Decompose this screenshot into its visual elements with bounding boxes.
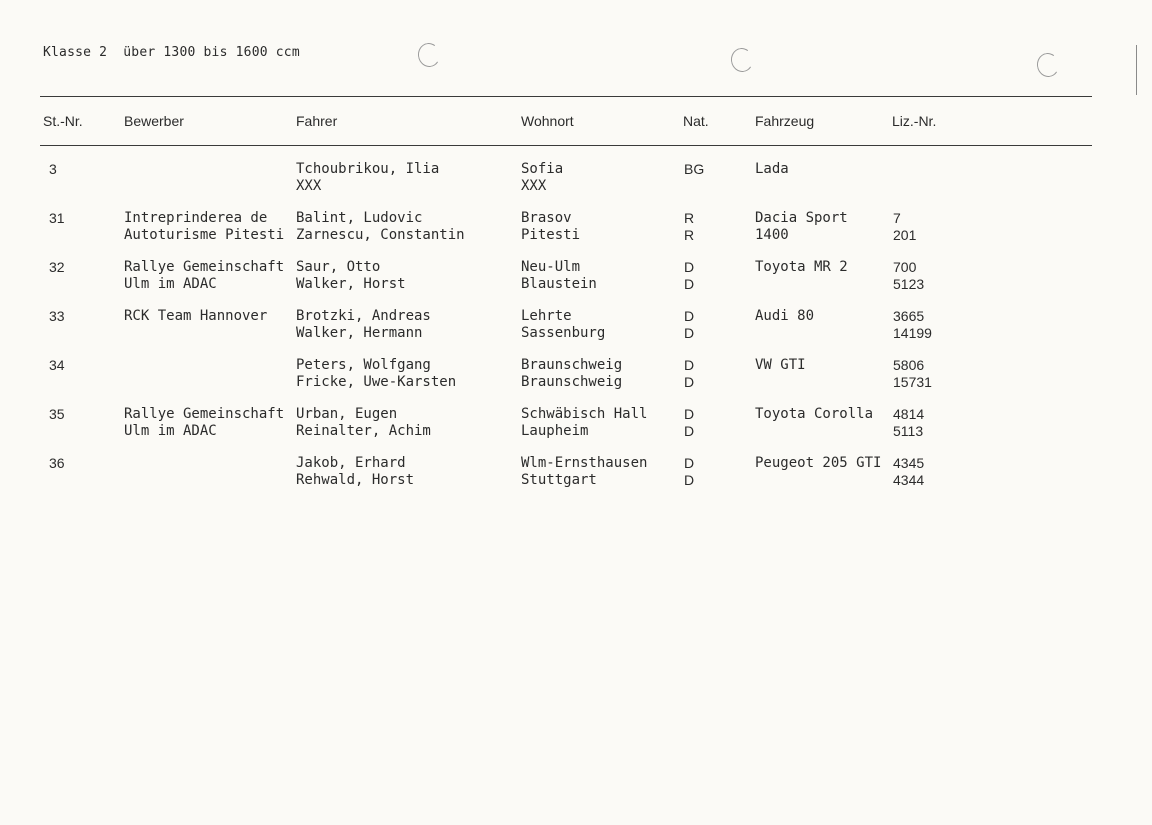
punch-hole-mark [729,46,755,73]
entrant-line-1: Rallye Gemeinschaft [124,406,285,422]
residence-line-1: Neu-Ulm [521,259,581,275]
vehicle-line-1: Audi 80 [755,308,815,324]
residence-line-2: Sassenburg [521,324,606,341]
table-row [0,308,1152,348]
vehicle-line-2 [755,423,873,440]
driver-cell [296,406,431,439]
entrant-cell [124,161,132,194]
header-fahrer: Fahrer [296,113,338,129]
vehicle-line-1: Dacia Sport [755,210,848,226]
header-liz-nr: Liz.-Nr. [892,113,937,129]
driver-line-2: Walker, Horst [296,275,406,292]
license-number-line-1: 4814 [893,406,925,422]
driver-line-2: Rehwald, Horst [296,471,415,488]
entrant-line-1 [124,455,132,472]
residence-cell [521,161,563,194]
table-row [0,210,1152,250]
header-nat: Nat. [683,113,709,129]
license-number-line-1: 5806 [893,357,925,373]
license-number-cell [893,357,932,390]
start-number-cell [49,161,57,178]
license-number-line-2: 4344 [893,471,925,488]
start-number-cell [49,455,65,472]
nationality-cell [684,308,694,341]
punch-hole-mark [1035,51,1061,78]
table-row [0,406,1152,446]
nationality-line-2: D [684,422,695,439]
nationality-cell [684,406,694,439]
vehicle-cell [755,455,881,488]
driver-cell [296,357,456,390]
residence-line-2: Braunschweig [521,373,623,390]
nationality-line-2: D [684,373,695,390]
driver-cell [296,259,406,292]
start-number: 3 [49,161,57,177]
table-row [0,161,1152,201]
nationality-line-2: R [684,226,695,243]
start-number: 35 [49,406,65,422]
driver-line-2: Walker, Hermann [296,324,423,341]
vehicle-line-2 [755,472,881,489]
vehicle-line-2: 1400 [755,226,789,243]
residence-line-1: Lehrte [521,308,572,324]
entrant-line-1 [124,161,132,178]
nationality-line-1: D [684,406,695,422]
license-number-line-1 [893,161,897,178]
paper-edge-mark [1136,45,1137,95]
nationality-line-2: D [684,471,695,488]
entrant-line-2 [124,178,132,195]
vehicle-line-2 [755,276,848,293]
license-number-cell [893,210,916,243]
vehicle-line-1: VW GTI [755,357,806,373]
license-number-line-1: 4345 [893,455,925,471]
entrant-line-2 [124,374,132,391]
license-number-cell [893,308,932,341]
driver-cell [296,210,465,243]
driver-line-1: Saur, Otto [296,259,381,275]
start-number-cell [49,210,65,227]
class-title: Klasse 2 über 1300 bis 1600 ccm [43,45,300,60]
vehicle-cell [755,161,789,194]
driver-line-1: Brotzki, Andreas [296,308,431,324]
start-number-cell [49,406,65,423]
license-number-cell [893,259,924,292]
license-number-cell [893,455,924,488]
entrant-line-1: RCK Team Hannover [124,308,268,324]
header-st-nr: St.-Nr. [43,113,83,129]
nationality-line-1: D [684,259,695,275]
vehicle-line-2 [755,374,806,391]
driver-cell [296,308,431,341]
driver-line-1: Urban, Eugen [296,406,398,422]
top-rule [40,96,1092,97]
residence-line-1: Braunschweig [521,357,623,373]
entrant-cell [124,259,284,292]
residence-line-2: Stuttgart [521,471,597,488]
entrant-cell [124,308,267,341]
residence-line-2: Blaustein [521,275,597,292]
driver-line-1: Balint, Ludovic [296,210,423,226]
nationality-line-1: D [684,357,695,373]
license-number-line-2: 14199 [893,324,932,341]
nationality-line-2: D [684,275,695,292]
license-number-line-2: 201 [893,226,917,243]
entrant-line-2: Ulm im ADAC [124,422,217,439]
residence-line-1: Schwäbisch Hall [521,406,648,422]
vehicle-line-1: Lada [755,161,789,177]
license-number-cell [893,161,897,194]
start-number: 32 [49,259,65,275]
entrant-cell [124,455,132,488]
residence-line-1: Sofia [521,161,564,177]
header-fahrzeug: Fahrzeug [755,113,815,129]
entrant-line-1: Rallye Gemeinschaft [124,259,285,275]
nationality-cell [684,357,694,390]
nationality-cell [684,210,694,243]
license-number-line-2: 5123 [893,275,925,292]
license-number-line-2 [893,178,897,195]
license-number-cell [893,406,924,439]
residence-line-1: Brasov [521,210,572,226]
start-number: 33 [49,308,65,324]
entrant-cell [124,406,284,439]
license-number-line-2: 5113 [893,422,924,439]
entrant-line-1 [124,357,132,374]
vehicle-cell [755,308,814,341]
residence-cell [521,357,622,390]
license-number-line-1: 700 [893,259,917,275]
start-number: 34 [49,357,65,373]
header-rule [40,145,1092,146]
residence-cell [521,455,647,488]
start-number-cell [49,357,65,374]
driver-line-1: Tchoubrikou, Ilia [296,161,440,177]
nationality-line-2 [684,178,704,195]
nationality-line-1: R [684,210,695,226]
residence-cell [521,406,647,439]
start-number: 36 [49,455,65,471]
entrant-line-2 [124,472,132,489]
license-number-line-2: 15731 [893,373,932,390]
punch-hole-mark [416,41,442,68]
driver-line-2: Reinalter, Achim [296,422,431,439]
vehicle-line-1: Toyota Corolla [755,406,874,422]
residence-cell [521,210,580,243]
license-number-line-1: 3665 [893,308,925,324]
vehicle-line-2 [755,325,814,342]
residence-line-2: Laupheim [521,422,589,439]
nationality-line-1: D [684,308,695,324]
residence-cell [521,259,597,292]
nationality-cell [684,161,704,194]
driver-line-1: Jakob, Erhard [296,455,406,471]
entrant-line-2: Autoturisme Pitesti [124,226,285,243]
vehicle-cell [755,406,873,439]
residence-cell [521,308,605,341]
nationality-line-1: BG [684,161,705,177]
driver-line-2: XXX [296,177,322,194]
header-bewerber: Bewerber [124,113,184,129]
entrant-cell [124,357,132,390]
driver-cell [296,161,439,194]
table-row [0,455,1152,495]
entrant-cell [124,210,284,243]
driver-cell [296,455,414,488]
start-number: 31 [49,210,65,226]
residence-line-2: Pitesti [521,226,581,243]
license-number-line-1: 7 [893,210,901,226]
vehicle-cell [755,357,806,390]
vehicle-line-1: Toyota MR 2 [755,259,848,275]
residence-line-1: Wlm-Ernsthausen [521,455,648,471]
start-number-cell [49,308,65,325]
header-wohnort: Wohnort [521,113,574,129]
vehicle-cell [755,210,848,243]
driver-line-2: Fricke, Uwe-Karsten [296,373,457,390]
nationality-cell [684,455,694,488]
table-row [0,259,1152,299]
vehicle-line-2 [755,178,789,195]
nationality-line-2: D [684,324,695,341]
vehicle-cell [755,259,848,292]
vehicle-line-1: Peugeot 205 GTI [755,455,882,471]
driver-line-2: Zarnescu, Constantin [296,226,465,243]
entrant-line-2: Ulm im ADAC [124,275,217,292]
residence-line-2: XXX [521,177,547,194]
start-number-cell [49,259,65,276]
entrant-line-1: Intreprinderea de [124,210,268,226]
nationality-cell [684,259,694,292]
nationality-line-1: D [684,455,695,471]
entrant-line-2 [124,325,267,342]
driver-line-1: Peters, Wolfgang [296,357,431,373]
table-row [0,357,1152,397]
